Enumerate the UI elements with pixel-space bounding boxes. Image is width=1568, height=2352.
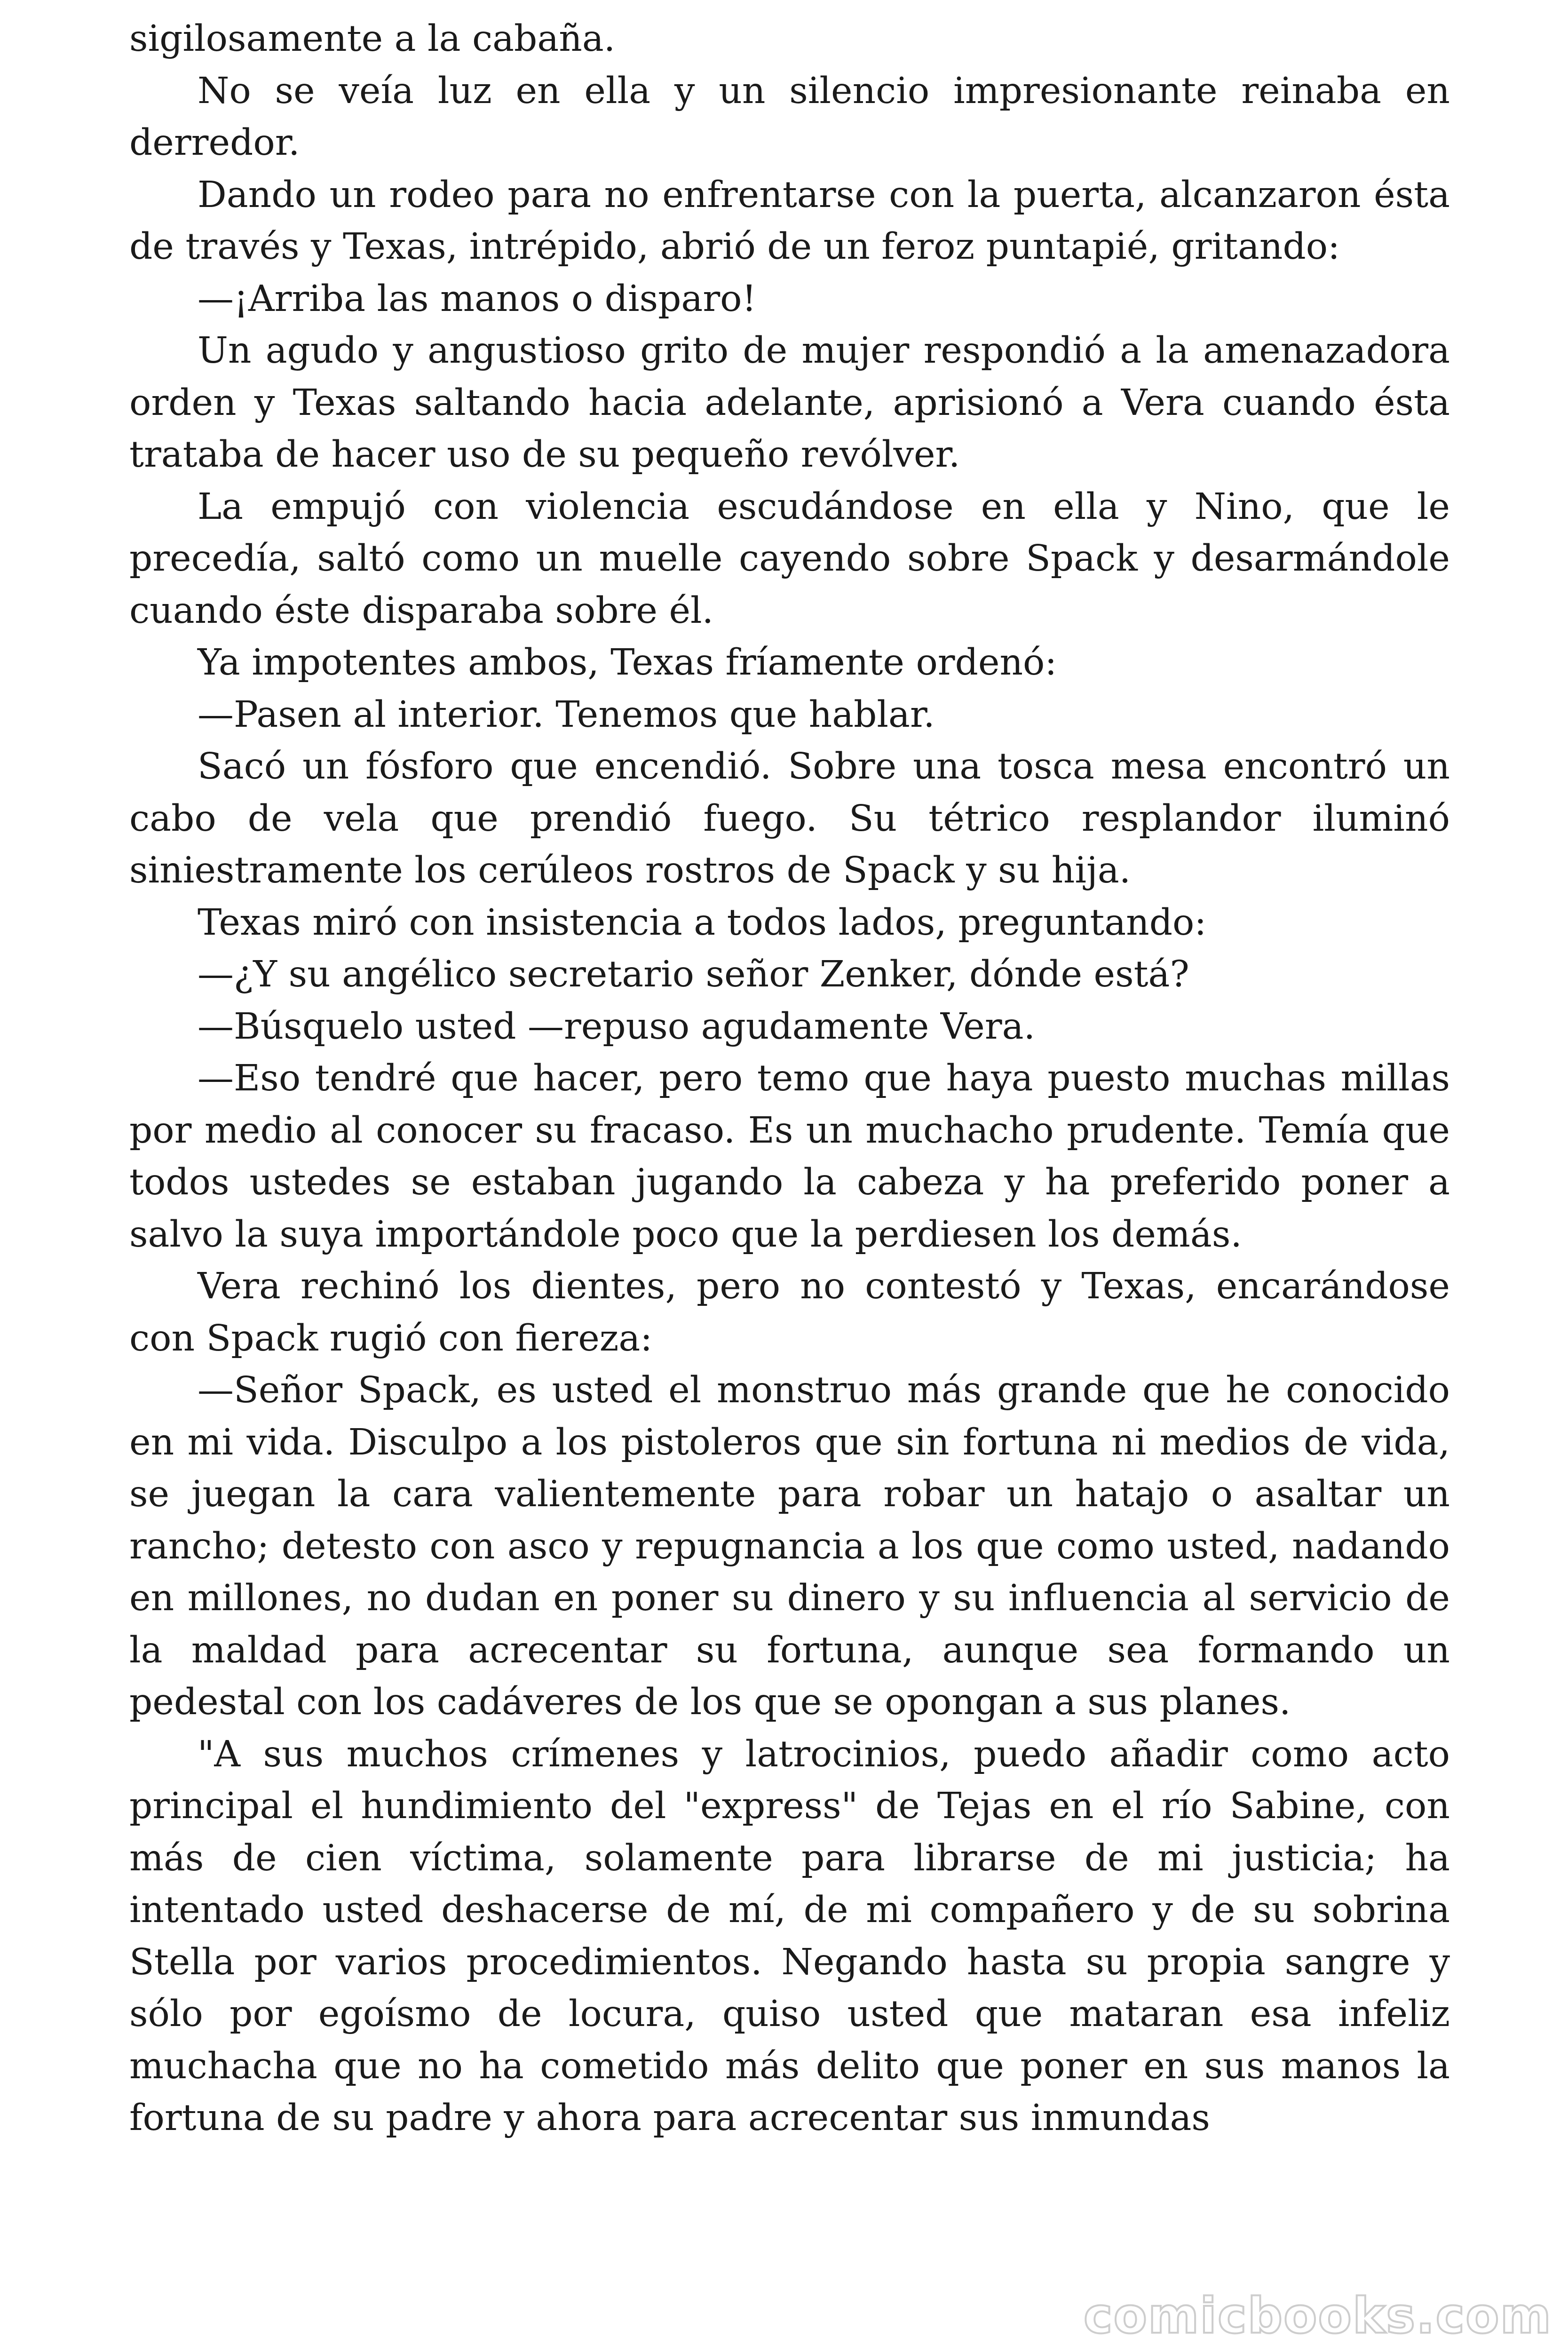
paragraph: sigilosamente a la cabaña. — [129, 18, 616, 60]
paragraph: "A sus muchos crímenes y latrocinios, puedo añadir como acto principal el hundimiento del "express" de Tejas en el río Sabine, con más de cien víctima, solamente para librarse de mi justicia; ha intentado usted deshacerse de mí, de mi compañero y de su sobrina Stella por varios procedimientos. Negando hasta su propia sangre y sólo por egoísmo de locura, quiso usted que mataran esa infeliz muchacha que no ha cometido más delito que poner en sus manos la fortuna de su padre y ahora para acrecentar sus inmundas — [129, 1733, 1450, 2139]
paragraph: —¿Y su angélico secretario señor Zenker, dónde está? — [198, 954, 1189, 995]
page-text — [129, 13, 1450, 2145]
watermark: comicbooks.com — [1083, 2287, 1552, 2344]
paragraph: Sacó un fósforo que encendió. Sobre una tosca mesa encontró un cabo de vela que prendió fuego. Su tétrico resplandor iluminó siniestramente los cerúleos rostros de Spack y su hija. — [129, 746, 1450, 891]
paragraph: No se veía luz en ella y un silencio impresionante reinaba en derredor. — [129, 70, 1450, 164]
paragraph: La empujó con violencia escudándose en ella y Nino, que le precedía, saltó como un muelle cayendo sobre Spack y desarmándole cuando éste disparaba sobre él. — [129, 485, 1450, 632]
paragraph: —¡Arriba las manos o disparo! — [198, 278, 757, 320]
paragraph: —Búsquelo usted —repuso agudamente Vera. — [198, 1005, 1036, 1048]
paragraph: Ya impotentes ambos, Texas fríamente ordenó: — [198, 642, 1057, 683]
paragraph: —Señor Spack, es usted el monstruo más grande que he conocido en mi vida. Disculpo a los pistoleros que sin fortuna ni medios de vida, se juegan la cara valientemente para robar un hatajo o asaltar un rancho; detesto con asco y repugnancia a los que como usted, nadando en millones, no dudan en poner su dinero y su influencia al servicio de la maldad para acrecentar su fortuna, aunque sea formando un pedestal con los cadáveres de los que se opongan a sus planes. — [129, 1369, 1450, 1723]
paragraph: —Eso tendré que hacer, pero temo que haya puesto muchas millas por medio al conocer su fracaso. Es un muchacho prudente. Temía que todos ustedes se estaban jugando la cabeza y ha preferido poner a salvo la suya importándole poco que la perdiesen los demás. — [129, 1057, 1450, 1255]
paragraph: Texas miró con insistencia a todos lados, preguntando: — [198, 901, 1207, 944]
paragraph: Dando un rodeo para no enfrentarse con la puerta, alcanzaron ésta de través y Texas, intrépido, abrió de un feroz puntapié, gritando: — [129, 174, 1450, 268]
paragraph: Un agudo y angustioso grito de mujer respondió a la amenazadora orden y Texas saltando hacia adelante, aprisionó a Vera cuando ésta trataba de hacer uso de su pequeño revólver. — [129, 330, 1450, 476]
paragraph: Vera rechinó los dientes, pero no contestó y Texas, encarándose con Spack rugió con fiereza: — [129, 1265, 1450, 1359]
paragraph: —Pasen al interior. Tenemos que hablar. — [198, 693, 935, 736]
